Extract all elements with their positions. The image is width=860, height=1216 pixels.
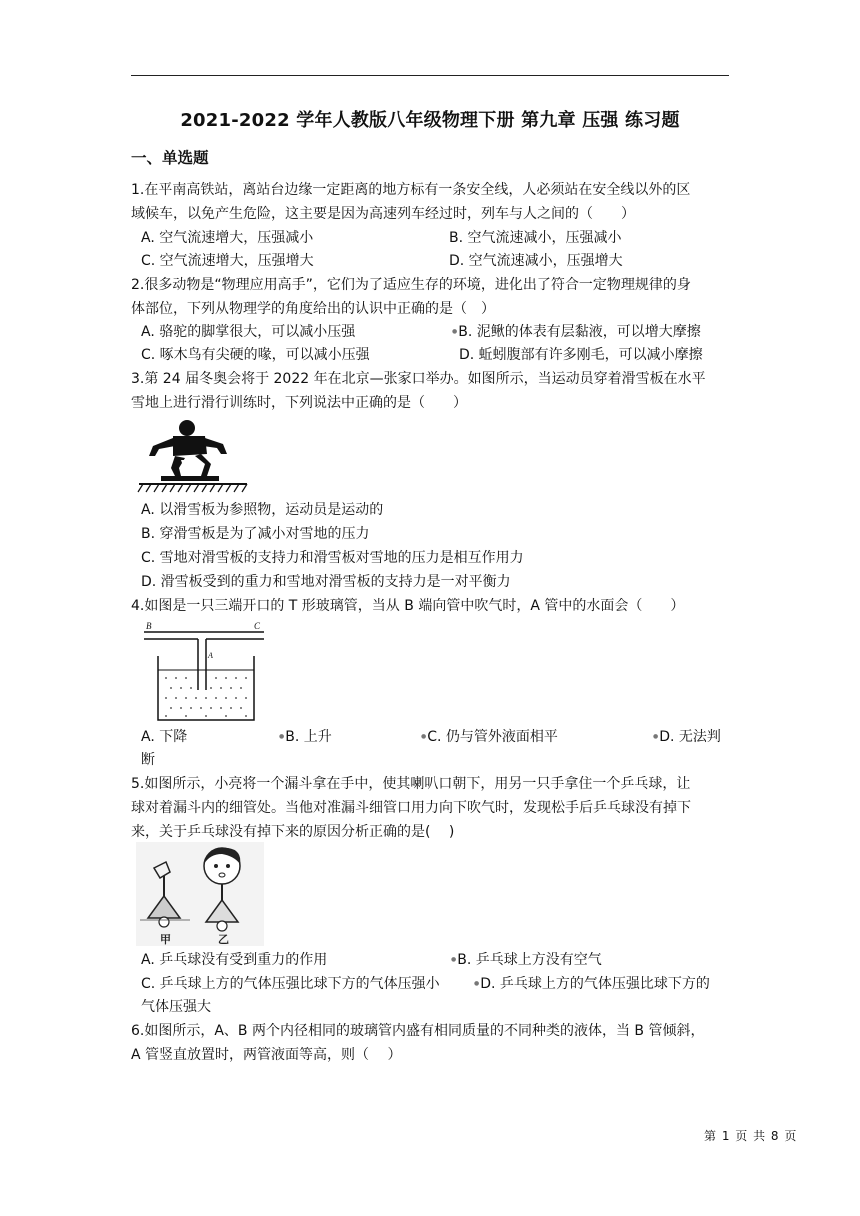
question-3-option-d: D. 滑雪板受到的重力和雪地对滑雪板的支持力是一对平衡力	[141, 574, 511, 590]
document-title: 2021-2022 学年人教版八年级物理下册 第九章 压强 练习题	[180, 110, 680, 131]
question-2-option-c: C. 啄木鸟有尖硬的喙，可以减小压强	[141, 347, 370, 363]
question-4-option-d-wrap: 断	[141, 752, 155, 768]
question-2-option-b: ●B. 泥鳅的体表有层黏液，可以增大摩擦	[452, 324, 701, 340]
question-2-line-1: 2.很多动物是“物理应用高手”，它们为了适应生存的环境，进化出了符合一定物理规律的身	[131, 277, 691, 293]
question-2-option-a: A. 骆驼的脚掌很大，可以减小压强	[141, 324, 356, 340]
header-rule	[131, 75, 729, 76]
question-5-option-d-wrap: 气体压强大	[141, 999, 211, 1015]
t-tube-figure	[140, 620, 268, 724]
question-5-option-b: ●B. 乒乓球上方没有空气	[451, 952, 602, 968]
question-4-option-d: ●D. 无法判	[653, 729, 721, 745]
question-1-line-2: 域候车，以免产生危险，这主要是因为高速列车经过时，列车与人之间的（ ）	[131, 206, 635, 222]
question-1-line-1: 1.在平南高铁站，离站台边缘一定距离的地方标有一条安全线，人必须站在安全线以外的区	[131, 182, 691, 198]
skier-figure	[135, 416, 253, 494]
question-1-option-d: D. 空气流速减小，压强增大	[449, 253, 623, 269]
question-3-option-b: B. 穿滑雪板是为了减小对雪地的压力	[141, 526, 370, 542]
tube-label-b: B	[146, 621, 152, 631]
question-4-option-b: ●B. 上升	[279, 729, 332, 745]
question-3-line-2: 雪地上进行滑行训练时，下列说法中正确的是（ ）	[131, 395, 467, 411]
question-2-option-d: D. 蚯蚓腹部有许多刚毛，可以减小摩擦	[459, 347, 703, 363]
question-5-line-2: 球对着漏斗内的细管处。当他对准漏斗细管口用力向下吹气时，发现松手后乒乓球没有掉下	[131, 800, 691, 816]
question-5-line-3: 来，关于乒乓球没有掉下来的原因分析正确的是( )	[131, 824, 455, 840]
question-6-line-1: 6.如图所示，A、B 两个内径相同的玻璃管内盛有相同质量的不同种类的液体，当 B 管倾斜，	[131, 1023, 705, 1039]
question-3-option-a: A. 以滑雪板为参照物，运动员是运动的	[141, 502, 384, 518]
question-5-line-1: 5.如图所示，小亮将一个漏斗拿在手中，使其喇叭口朝下，用另一只手拿住一个乒乓球，让	[131, 776, 691, 792]
page-footer: 第 1 页 共 8 页	[704, 1129, 798, 1143]
question-2-line-2: 体部位，下列从物理学的角度给出的认识中正确的是（ ）	[131, 301, 495, 317]
question-5-option-a: A. 乒乓球没有受到重力的作用	[141, 952, 328, 968]
question-1-option-a: A. 空气流速增大，压强减小	[141, 230, 314, 246]
question-5-option-d: ●D. 乒乓球上方的气体压强比球下方的	[474, 976, 710, 992]
question-5-option-c: C. 乒乓球上方的气体压强比球下方的气体压强小	[141, 976, 440, 992]
tube-label-a: A	[208, 651, 213, 660]
section-heading: 一、单选题	[131, 149, 209, 167]
question-1-option-c: C. 空气流速增大，压强增大	[141, 253, 314, 269]
question-4-option-a: A. 下降	[141, 729, 188, 745]
question-3-line-1: 3.第 24 届冬奥会将于 2022 年在北京—张家口举办。如图所示，当运动员穿着滑雪板在水平	[131, 371, 706, 387]
question-1-option-b: B. 空气流速减小，压强减小	[449, 230, 622, 246]
figure-label-jia: 甲	[160, 933, 171, 946]
tube-label-c: C	[254, 621, 261, 631]
question-3-option-c: C. 雪地对滑雪板的支持力和滑雪板对雪地的压力是相互作用力	[141, 550, 524, 566]
question-4-line-1: 4.如图是一只三端开口的 T 形玻璃管，当从 B 端向管中吹气时，A 管中的水面会（ ）	[131, 598, 685, 614]
figure-label-yi: 乙	[218, 933, 229, 946]
funnel-figure	[136, 842, 264, 946]
question-4-option-c: ●C. 仍与管外液面相平	[421, 729, 558, 745]
question-6-line-2: A 管竖直放置时，两管液面等高，则（ ）	[131, 1047, 402, 1063]
